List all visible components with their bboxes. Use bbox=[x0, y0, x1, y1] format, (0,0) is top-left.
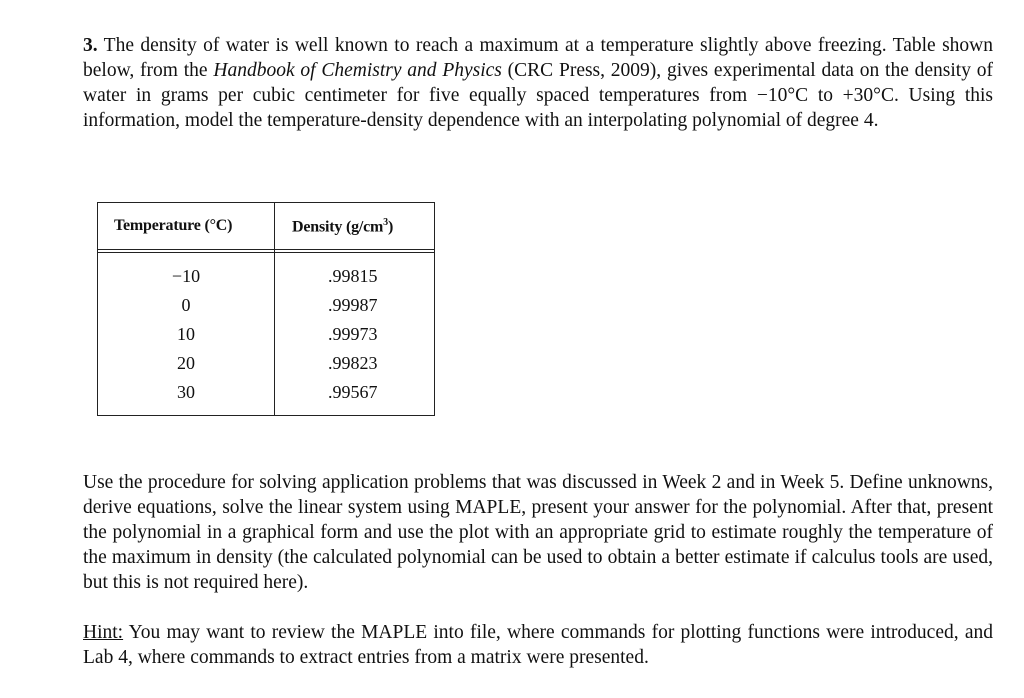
problem-statement bbox=[83, 33, 993, 133]
problem-intro-b: (CRC Press, 2009), gives experimental data on the density of water in grams per cubic centimeter for five equally spaced temperatures from −10°C to +30°C. Using this information, model the temperature-density dependence with an interpolating polynomial of degree 4. bbox=[83, 60, 993, 131]
table-row-density: .99823 bbox=[328, 353, 378, 373]
table-row-density: .99815 bbox=[328, 266, 378, 286]
problem-number: 3. bbox=[83, 35, 98, 56]
handbook-title: Handbook of Chemistry and Physics bbox=[213, 60, 502, 81]
header-density-suffix: ) bbox=[387, 218, 394, 236]
hint-text: You may want to review the MAPLE into file, where commands for plotting functions were introduced, and Lab 4, where commands to extract entries from a matrix were presented. bbox=[83, 622, 993, 668]
table-row-density: .99973 bbox=[328, 324, 378, 344]
header-density bbox=[292, 217, 393, 236]
header-temperature: Temperature (°C) bbox=[114, 217, 233, 234]
table-row-density: .99987 bbox=[328, 295, 378, 315]
table-row-temp: 30 bbox=[177, 382, 195, 402]
header-rule-double bbox=[98, 252, 434, 253]
header-density-prefix: Density (g/cm bbox=[292, 218, 384, 236]
header-rule bbox=[98, 249, 434, 250]
hint-paragraph bbox=[83, 620, 993, 670]
header-density-sup: 3 bbox=[383, 217, 388, 228]
table-row-temp: 10 bbox=[177, 324, 195, 344]
table-row-density: .99567 bbox=[328, 382, 378, 402]
density-table bbox=[97, 202, 435, 416]
instructions-paragraph: Use the procedure for solving application problems that was discussed in Week 2 and in Week 5. Define unknowns, derive equations, solve the linear system using MAPLE, present your answer for the polynomial. After that, present the polynomial in a graphical form and use the plot with an appropriate grid to estimate roughly the temperature of the maximum in density (the calculated polynomial can be used to obtain a better estimate if calculus tools are used, but this is not required here). bbox=[83, 472, 993, 593]
table-row-temp: 20 bbox=[177, 353, 195, 373]
hint-label: Hint: bbox=[83, 622, 124, 643]
table-row-temp: −10 bbox=[171, 266, 201, 286]
table-row-temp: 0 bbox=[181, 295, 191, 315]
problem-intro-a: The density of water is well known to reach a maximum at a temperature slightly above freezing. Table shown below, from the bbox=[83, 35, 993, 81]
column-divider bbox=[274, 203, 275, 415]
